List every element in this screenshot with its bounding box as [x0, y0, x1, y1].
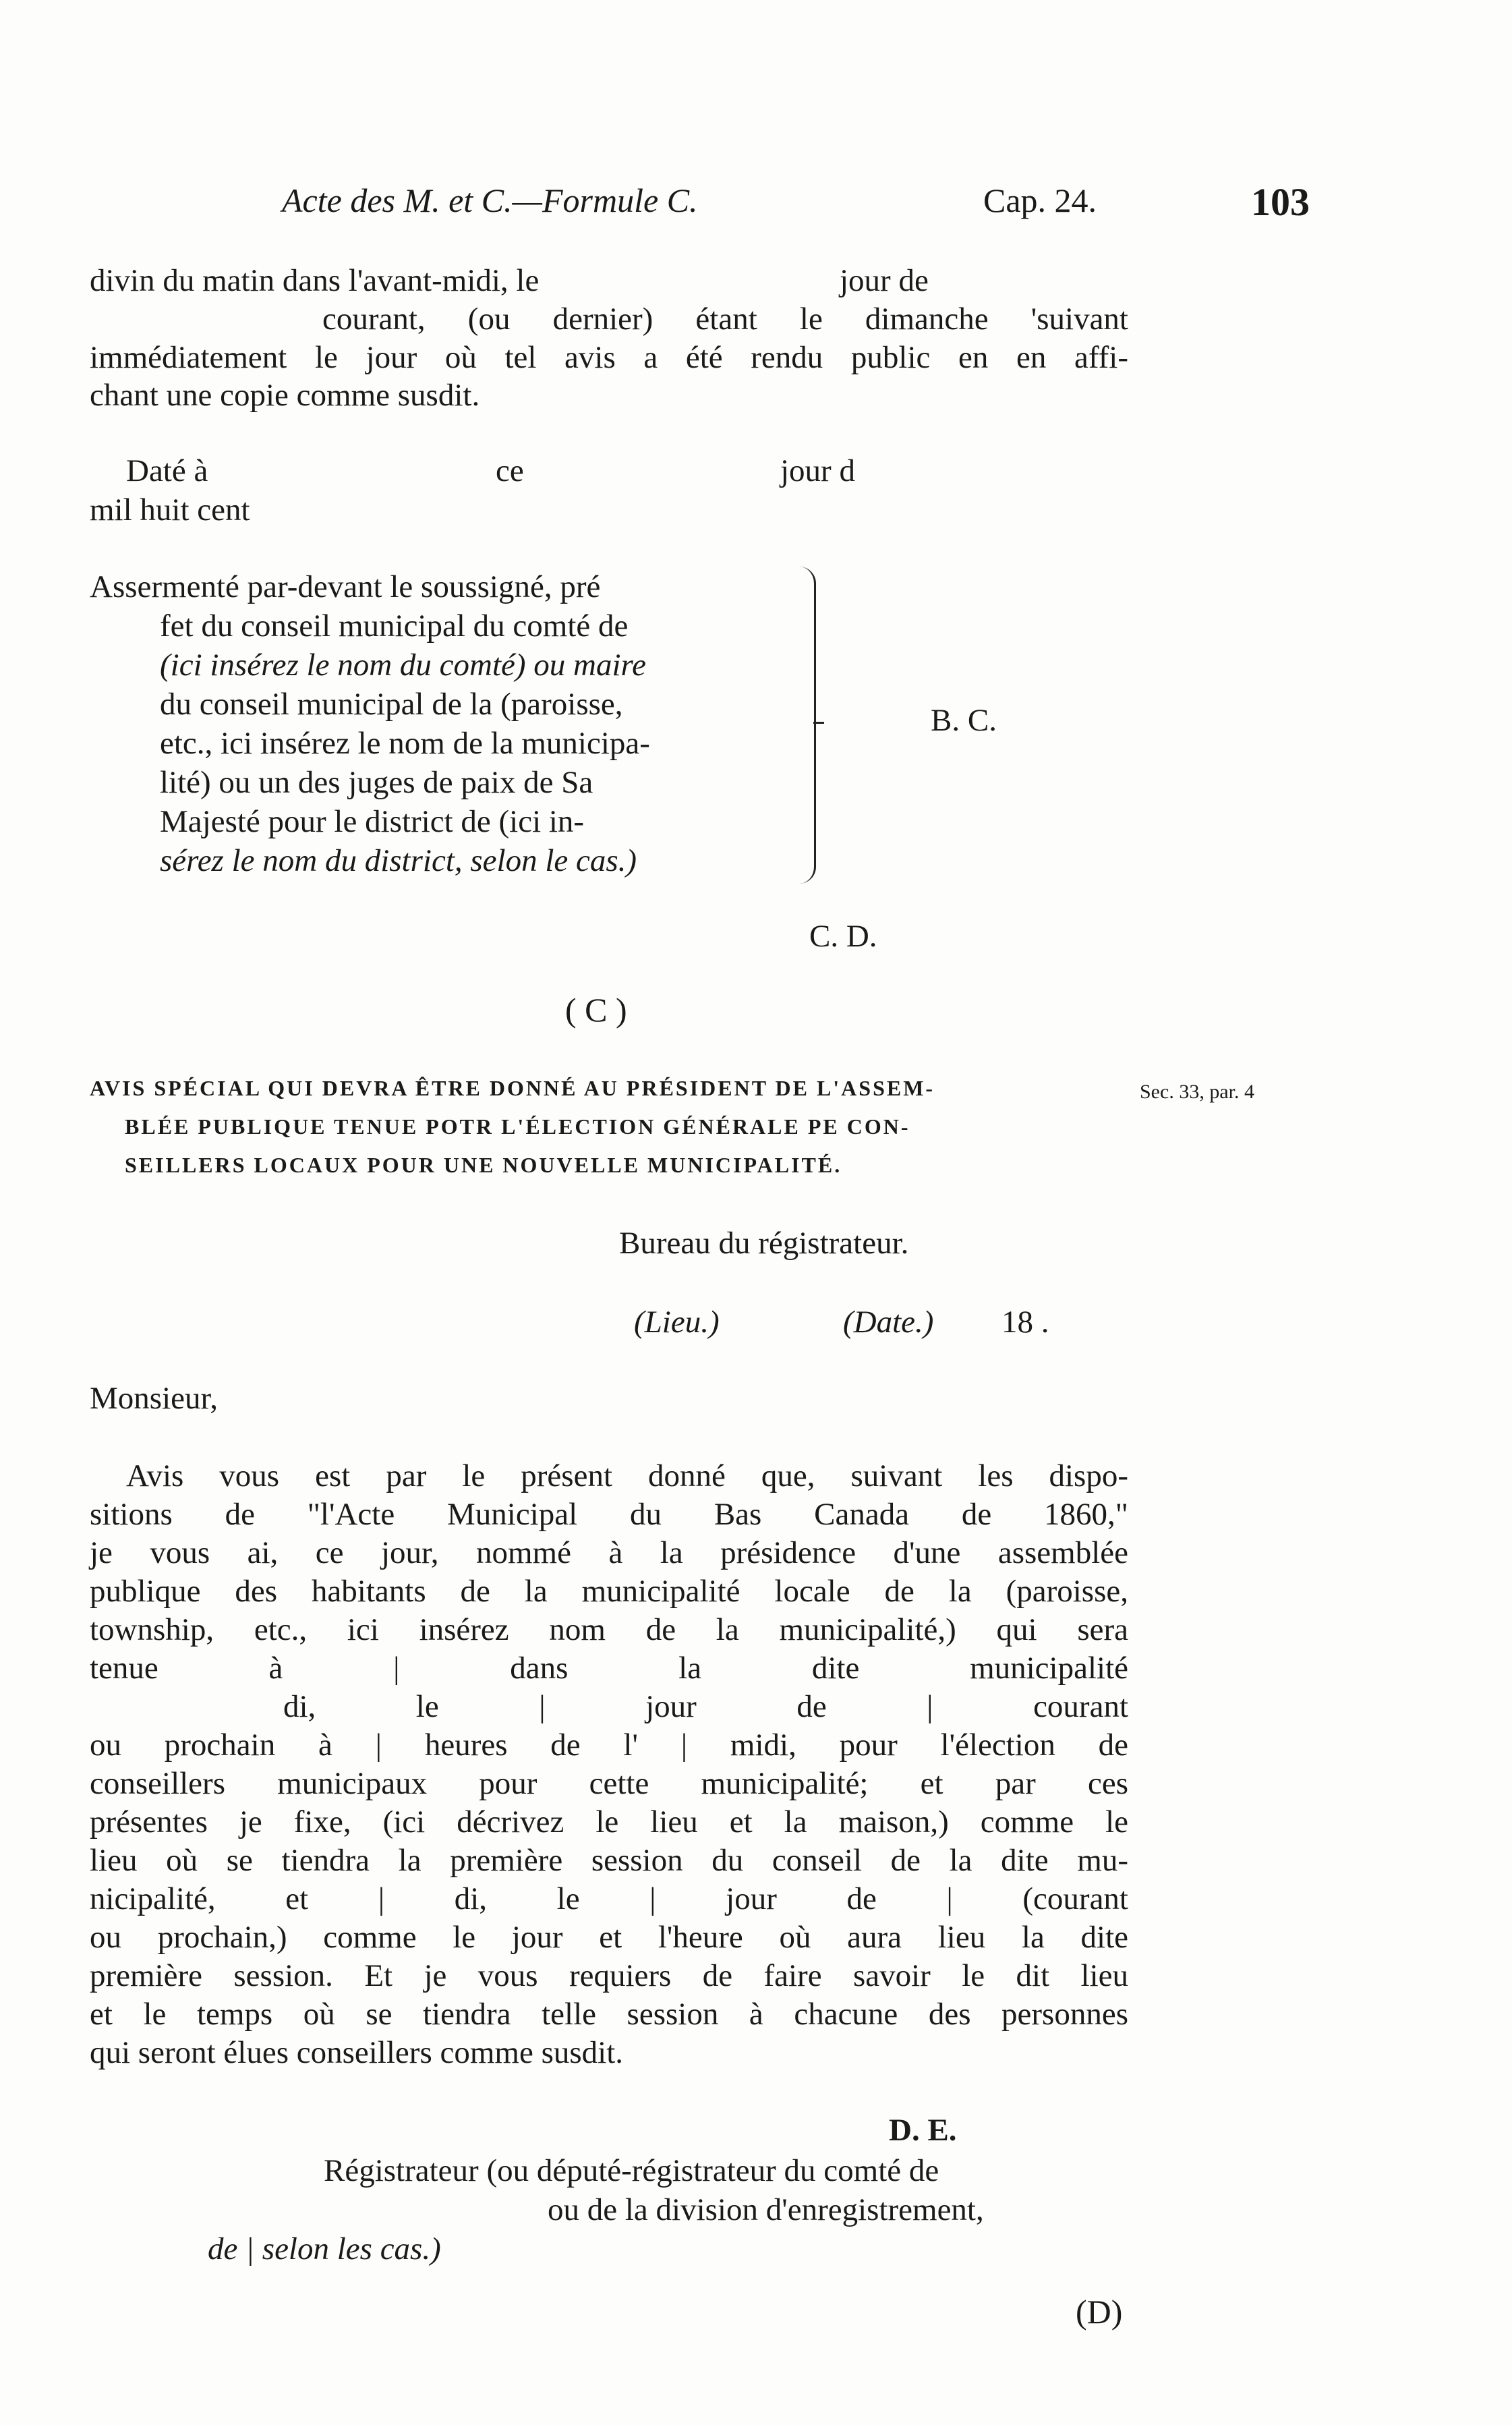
place-year: 18 .: [1001, 1305, 1049, 1340]
oath-line-4: du conseil municipal de la (paroisse,: [160, 687, 623, 722]
place-date: (Date.): [843, 1305, 934, 1340]
registrar-line-2: ou de la division d'enregistrement,: [548, 2192, 984, 2227]
oath-line-6: lité) ou un des juges de paix de Sa: [160, 765, 593, 800]
signature-de: D. E.: [889, 2113, 957, 2148]
salutation: Monsieur,: [90, 1381, 219, 1416]
letter-line-9: conseillers municipaux pour cette municipalité; et par ces: [90, 1766, 1128, 1801]
letter-line-8: ou prochain à | heures de l' | midi, pour l'élection de: [90, 1728, 1128, 1763]
registrar-line-1: Régistrateur (ou député-régistrateur du comté de: [324, 2153, 939, 2188]
letter-line-4: publique des habitants de la municipalité locale de la (paroisse,: [90, 1574, 1128, 1609]
letter-line-2: sitions de "l'Acte Municipal du Bas Canada de 1860,": [90, 1497, 1128, 1532]
para1-line-1b: jour de: [840, 263, 929, 298]
notice-heading-line-3: SEILLERS LOCAUX POUR UNE NOUVELLE MUNICIPALITÉ.: [125, 1153, 842, 1177]
place-lieu: (Lieu.): [634, 1305, 720, 1340]
margin-note: Sec. 33, par. 4: [1140, 1081, 1254, 1103]
letter-line-5: township, etc., ici insérez nom de la municipalité,) qui sera: [90, 1612, 1128, 1647]
letter-line-10: présentes je fixe, (ici décrivez le lieu et la maison,) comme le: [90, 1804, 1128, 1839]
signature-cd: C. D.: [809, 919, 877, 954]
letter-line-12: nicipalité, et | di, le | jour de | (courant: [90, 1881, 1128, 1916]
letter-line-14: première session. Et je vous requiers de faire savoir le dit lieu: [90, 1958, 1128, 1993]
letter-line-15: et le temps où se tiendra telle session à chacune des personnes: [90, 1997, 1128, 2032]
letter-line-6: tenue à | dans la dite municipalité: [90, 1651, 1128, 1686]
oath-brace-tip: [813, 722, 824, 724]
para1-line-4: chant une copie comme susdit.: [90, 378, 480, 413]
registrar-line-3: de | selon les cas.): [208, 2231, 441, 2266]
letter-line-13: ou prochain,) comme le jour et l'heure où aura lieu la dite: [90, 1920, 1128, 1955]
running-title: Acte des M. et C.—Formule C.: [282, 181, 698, 219]
signature-bc: B. C.: [931, 703, 997, 738]
letter-line-16: qui seront élues conseillers comme susdit.: [90, 2035, 624, 2070]
letter-line-1: Avis vous est par le présent donné que, suivant les dispo-: [126, 1458, 1128, 1493]
date-ce: ce: [496, 453, 524, 488]
notice-heading-line-2: BLÉE PUBLIQUE TENUE POTR L'ÉLECTION GÉNÉRALE PE CON-: [125, 1114, 910, 1139]
page-number: 103: [1251, 180, 1310, 224]
oath-line-3: (ici insérez le nom du comté) ou maire: [160, 648, 646, 683]
oath-line-8: sérez le nom du district, selon le cas.): [160, 843, 637, 878]
oath-brace: [799, 567, 816, 884]
chapter-label: Cap. 24.: [983, 181, 1097, 219]
oath-line-2: fet du conseil municipal du comté de: [160, 608, 629, 644]
letter-line-11: lieu où se tiendra la première session du conseil de la dite mu-: [90, 1843, 1128, 1878]
para1-line-1a: divin du matin dans l'avant-midi, le: [90, 263, 540, 298]
date-label: Daté à: [126, 453, 208, 488]
para1-line-3: immédiatement le jour où tel avis a été rendu public en en affi-: [90, 340, 1128, 375]
date-year: mil huit cent: [90, 492, 250, 527]
oath-line-5: etc., ici insérez le nom de la municipa-: [160, 726, 650, 761]
letter-line-3: je vous ai, ce jour, nommé à la présidence d'une assemblée: [90, 1535, 1128, 1570]
section-c-label: ( C ): [565, 991, 627, 1029]
oath-line-1: Assermenté par-devant le soussigné, pré: [90, 569, 601, 604]
para1-line-2: courant, (ou dernier) étant le dimanche 'suivant: [322, 302, 1128, 337]
section-d-label: (D): [1076, 2293, 1123, 2331]
date-jour: jour d: [780, 453, 855, 488]
notice-heading-line-1: AVIS SPÉCIAL QUI DEVRA ÊTRE DONNÉ AU PRÉSIDENT DE L'ASSEM-: [90, 1076, 935, 1100]
oath-line-7: Majesté pour le district de (ici in-: [160, 804, 585, 839]
letter-line-7: di, le | jour de | courant: [283, 1689, 1128, 1724]
bureau-line: Bureau du régistrateur.: [619, 1226, 909, 1261]
